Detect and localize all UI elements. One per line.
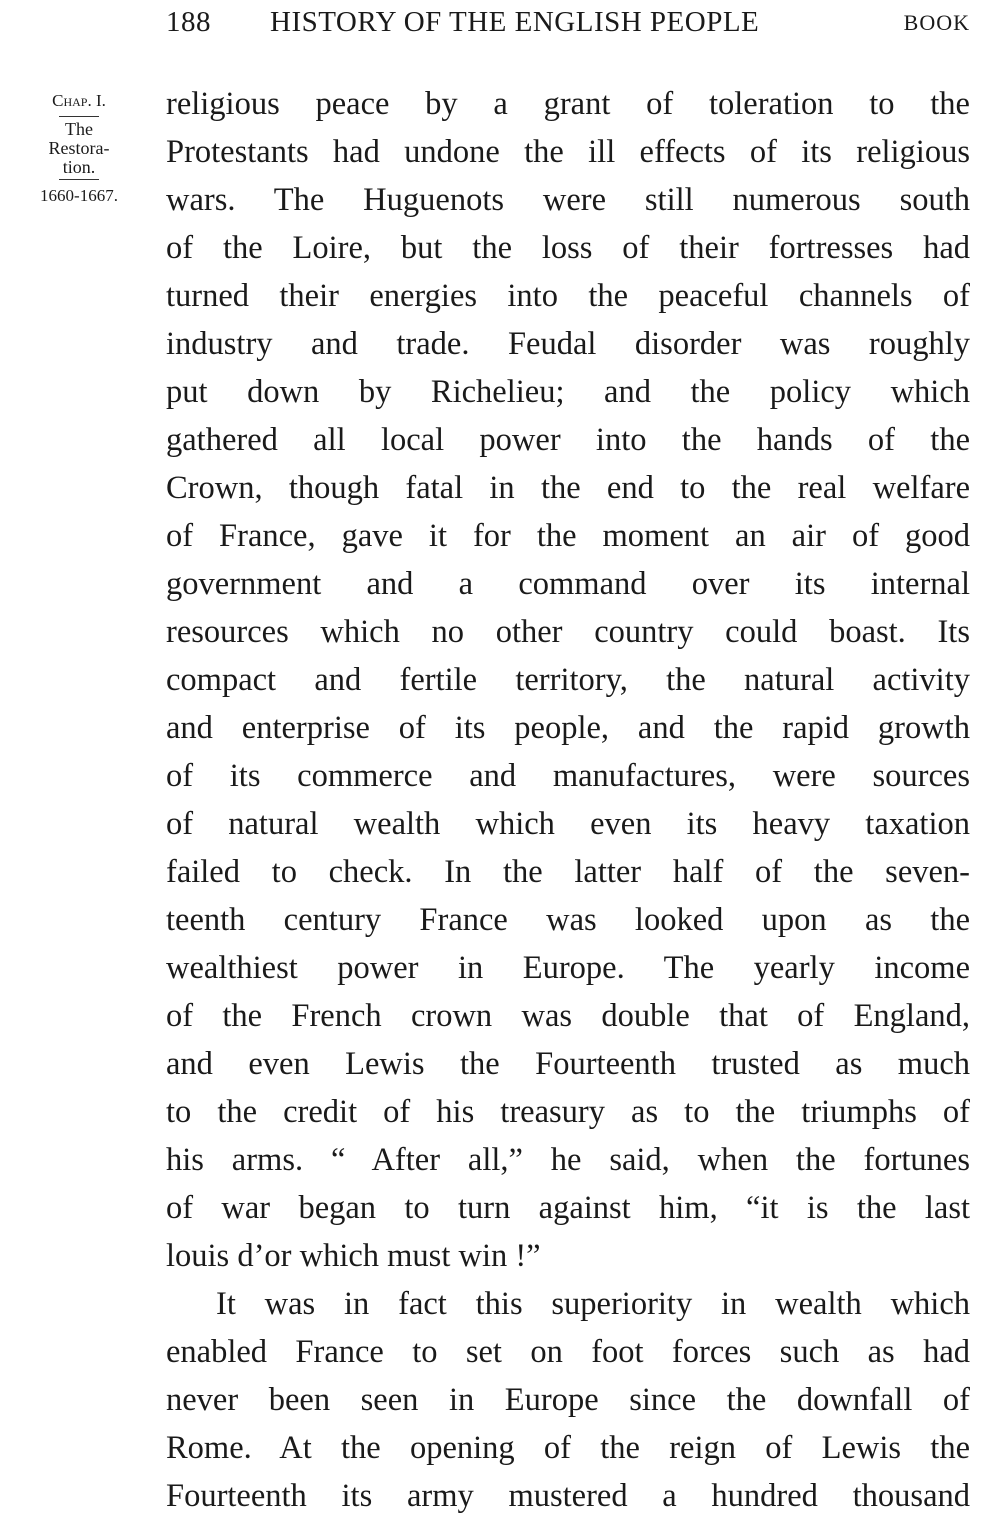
running-title: HISTORY OF THE ENGLISH PEOPLE [270,6,760,38]
running-head [166,6,970,46]
chapter-label: Chap. I. [52,91,106,110]
text-line: teenth century France was looked upon as the [166,902,970,938]
text-line: Rome. At the opening of the reign of Lewis the [166,1430,970,1466]
text-line: of natural wealth which even its heavy taxation [166,806,970,842]
text-line: and even Lewis the Fourteenth trusted as much [166,1046,970,1082]
text-line: of war began to turn against him, “it is the last [166,1190,970,1226]
paragraph-start-line: It was in fact this superiority in wealth which [216,1286,970,1322]
text-line: industry and trade. Feudal disorder was roughly [166,326,970,362]
page-number: 188 [166,6,211,38]
text-line: failed to check. In the latter half of the seven- [166,854,970,890]
text-line: of the French crown was double that of England, [166,998,970,1034]
margin-rule [59,116,99,117]
book-label: BOOK [903,10,970,35]
text-line: never been seen in Europe since the downfall of [166,1382,970,1418]
text-line: of its commerce and manufactures, were sources [166,758,970,794]
text-line: gathered all local power into the hands of the [166,422,970,458]
text-line: and enterprise of its people, and the rapid growth [166,710,970,746]
section-title-line-2: Restora- [48,138,110,158]
paragraph-end-line: louis d’or which must win !” [166,1238,541,1274]
text-line: wars. The Huguenots were still numerous south [166,182,970,218]
section-title-line-1: The [65,119,93,139]
body-text [166,80,970,1520]
text-line: resources which no other country could boast. Its [166,614,970,650]
text-line: of the Loire, but the loss of their fortresses had [166,230,970,266]
text-line: Protestants had undone the ill effects of its religious [166,134,970,170]
section-title-line-3: tion. [62,157,96,177]
text-line: Crown, though fatal in the end to the real welfare [166,470,970,506]
text-line: his arms. “ After all,” he said, when the fortunes [166,1142,970,1178]
margin-note [14,88,144,209]
text-line: turned their energies into the peaceful channels of [166,278,970,314]
text-line: put down by Richelieu; and the policy which [166,374,970,410]
text-line: Fourteenth its army mustered a hundred thousand [166,1478,970,1514]
text-line: wealthiest power in Europe. The yearly income [166,950,970,986]
text-line: compact and fertile territory, the natural activity [166,662,970,698]
text-line: religious peace by a grant of toleration to the [166,86,970,122]
text-line: enabled France to set on foot forces such as had [166,1334,970,1370]
text-line: of France, gave it for the moment an air of good [166,518,970,554]
text-line: government and a command over its internal [166,566,970,602]
year-range: 1660-1667. [40,186,118,205]
text-line: to the credit of his treasury as to the triumphs of [166,1094,970,1130]
margin-rule [59,179,99,180]
